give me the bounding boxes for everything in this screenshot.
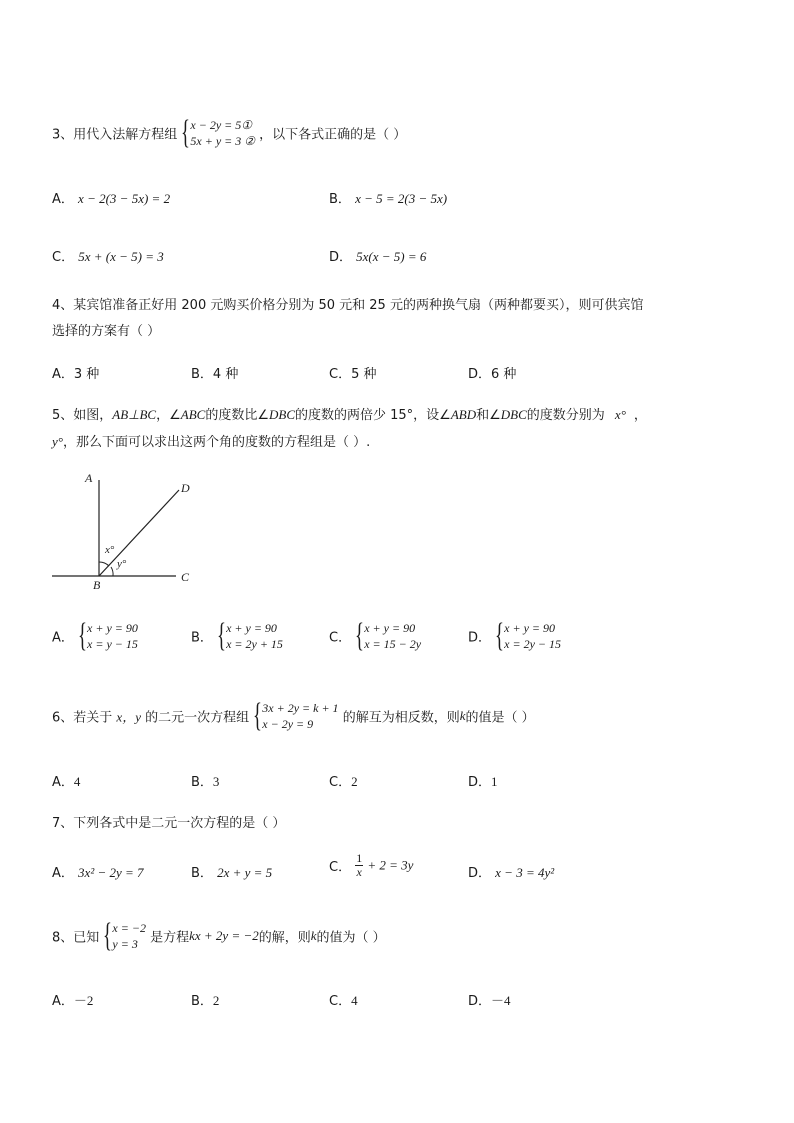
system-eq2: x = 15 − 2y [364,637,422,651]
q4-option-c[interactable] [329,363,376,382]
system-eq2: x − 2y = 9 [262,717,314,731]
q8-option-d[interactable] [468,990,511,1009]
q6-option-a[interactable] [52,771,80,790]
q6-text: 的二元一次方程组 [145,710,250,726]
q5-text: 的度数比∠ [205,408,269,423]
question-5-line1 [52,404,647,423]
fraction-denominator: x [356,865,362,879]
question-7-stem: 7、下列各式中是二元一次方程的是（ ） [52,816,286,831]
q3-option-c[interactable] [52,246,164,265]
angle-figure [44,468,204,593]
option-label: A． [52,994,74,1009]
option-label: C． [52,250,75,265]
q5-math: DBC [268,407,295,422]
system-eq1: x + y = 90 [364,621,416,635]
option-label: D． [329,250,353,265]
q5-option-a[interactable] [52,617,138,654]
option-equation-system [217,617,283,654]
q6-equation-system [253,697,339,734]
option-expression: 2x + y = 5 [217,865,273,880]
q5-math: DBC [500,407,527,422]
system-eq2: x = 2y + 15 [226,637,283,651]
q3-option-b[interactable] [329,188,447,207]
q3-option-a[interactable] [52,188,170,207]
option-text: 4 种 [212,367,239,382]
option-equation-system [495,617,562,654]
left-brace-icon: { [495,617,505,654]
option-expression: x − 2(3 − 5x) = 2 [78,191,171,206]
option-expression: 5x + (x − 5) = 3 [78,249,164,264]
left-brace-icon: { [181,114,191,151]
option-label: B． [191,994,213,1009]
left-brace-icon: { [78,617,88,654]
q5-math: ABD [450,407,477,422]
q3-suffix: ，以下各式正确的是（ ） [259,127,407,143]
q6-text: 的值是（ ） [465,710,535,726]
left-brace-icon: { [253,697,263,734]
option-text: －4 [491,993,511,1008]
q5-text: 5、如图， [52,408,113,423]
option-text: 3 [212,774,220,789]
q6-text: 6、若关于 [52,710,113,726]
option-label: D． [468,866,492,881]
question-3-stem [52,114,407,151]
q5-math: ABC [180,407,206,422]
option-label: A． [52,630,74,646]
q5-text: ， [633,408,647,423]
label-d: D [181,481,190,495]
option-label: A． [52,866,74,881]
system-eq1: x = −2 [112,921,146,935]
option-label: C． [329,630,352,646]
label-a: A [85,471,93,485]
q3-equation-system [181,114,256,151]
option-expression: + 2 = 3y [367,857,414,873]
q8-option-b[interactable] [191,990,219,1009]
option-label: A． [52,367,74,382]
option-label: D． [468,367,492,382]
option-label: B． [191,630,213,646]
q6-option-c[interactable] [329,771,358,790]
option-expression: 5x(x − 5) = 6 [356,249,427,264]
q5-text: ，那么下面可以求出这两个角的度数的方程组是（ ）. [62,435,371,450]
q5-math: AB⊥BC [112,407,157,422]
q6-option-d[interactable] [468,771,498,790]
q3-prefix: 3、用代入法解方程组 [52,127,178,143]
fraction [355,852,363,879]
q6-math: k [459,708,466,723]
q6-math: x，y [116,709,141,725]
option-text: 4 [351,993,358,1008]
system-eq2: y = 3 [112,937,138,951]
q7-option-c[interactable] [329,852,413,879]
option-text: 3 种 [73,367,100,382]
q4-option-d[interactable] [468,363,516,382]
q7-option-a[interactable] [52,862,144,881]
option-label: C． [329,860,352,875]
q5-math: x° [614,407,626,422]
q6-option-b[interactable] [191,771,219,790]
option-text: 4 [73,774,81,789]
q4-option-a[interactable] [52,363,99,382]
option-equation-system [78,617,138,654]
left-brace-icon: { [217,617,227,654]
label-b: B [93,578,101,592]
option-label: C． [329,367,352,382]
q5-option-d[interactable] [468,617,562,654]
option-expression: x − 5 = 2(3 − 5x) [355,191,448,206]
option-text: 2 [212,993,220,1008]
system-eq2: x = y − 15 [87,637,138,651]
option-text: 2 [351,774,358,789]
q8-text: 的值为（ ） [316,930,386,946]
q6-text: 的解互为相反数，则 [342,710,460,726]
question-6-stem [52,697,535,734]
q5-math: y° [52,434,63,449]
left-brace-icon: { [103,917,113,954]
option-equation-system [355,617,422,654]
question-4-line1: 4、某宾馆准备正好用 200 元购买价格分别为 50 元和 25 元的两种换气扇（两种都要买），则可供宾馆 [52,298,644,313]
q8-text: 是方程 [150,930,190,946]
system-eq1: 3x + 2y = k + 1 [262,701,339,715]
q3-eq1: x − 2y = 5① [190,118,253,132]
option-label: A． [52,192,74,207]
fraction-numerator: 1 [356,851,363,865]
system-eq1: x + y = 90 [226,621,277,635]
label-y: y° [117,558,127,570]
question-8-stem [52,917,386,954]
left-brace-icon: { [355,617,365,654]
q8-text: 的解，则 [258,930,311,946]
label-x: x° [105,544,115,556]
option-label: B． [191,866,213,881]
q5-option-c[interactable] [329,617,422,654]
angle-arc-2 [111,567,113,576]
system-eq2: x = 2y − 15 [504,637,562,651]
q8-option-c[interactable] [329,990,358,1009]
option-text: 6 种 [491,367,517,382]
option-expression: 3x² − 2y = 7 [78,865,144,880]
q5-text: 和∠ [476,408,501,423]
q7-option-b[interactable] [191,862,272,881]
system-eq1: x + y = 90 [87,621,138,635]
q4-option-b[interactable] [191,363,238,382]
q5-option-b[interactable] [191,617,283,654]
q7-option-d[interactable] [468,862,554,881]
q8-equation: kx + 2y = −2 [189,928,259,943]
option-label: B． [191,367,213,382]
q5-text: ，∠ [156,408,181,423]
q5-text: 的度数的两倍少 15°，设∠ [294,408,451,423]
option-text: 1 [491,774,498,789]
option-label: C． [329,775,352,790]
ray-bd [99,490,179,576]
option-label: B． [191,775,213,790]
option-label: A． [52,775,74,790]
q8-option-a[interactable] [52,990,93,1009]
angle-arc [99,562,109,566]
option-label: C． [329,994,352,1009]
q3-option-d[interactable] [329,246,426,265]
question-4-line2: 选择的方案有（ ） [52,324,161,339]
option-label: D． [468,630,492,646]
option-label: D． [468,994,492,1009]
option-text: －2 [73,993,94,1008]
q8-equation-system [103,917,146,954]
system-eq1: x + y = 90 [504,621,556,635]
question-5-line2 [52,431,370,450]
label-c: C [181,570,190,584]
q8-text: 8、已知 [52,930,100,946]
q3-eq2: 5x + y = 3 ② [190,134,256,148]
option-label: B． [329,192,351,207]
option-text: 5 种 [351,367,377,382]
option-label: D． [468,775,492,790]
option-expression: x − 3 = 4y² [495,865,555,880]
q8-math: k [310,928,317,943]
q5-text: 的度数分别为 [526,408,605,423]
